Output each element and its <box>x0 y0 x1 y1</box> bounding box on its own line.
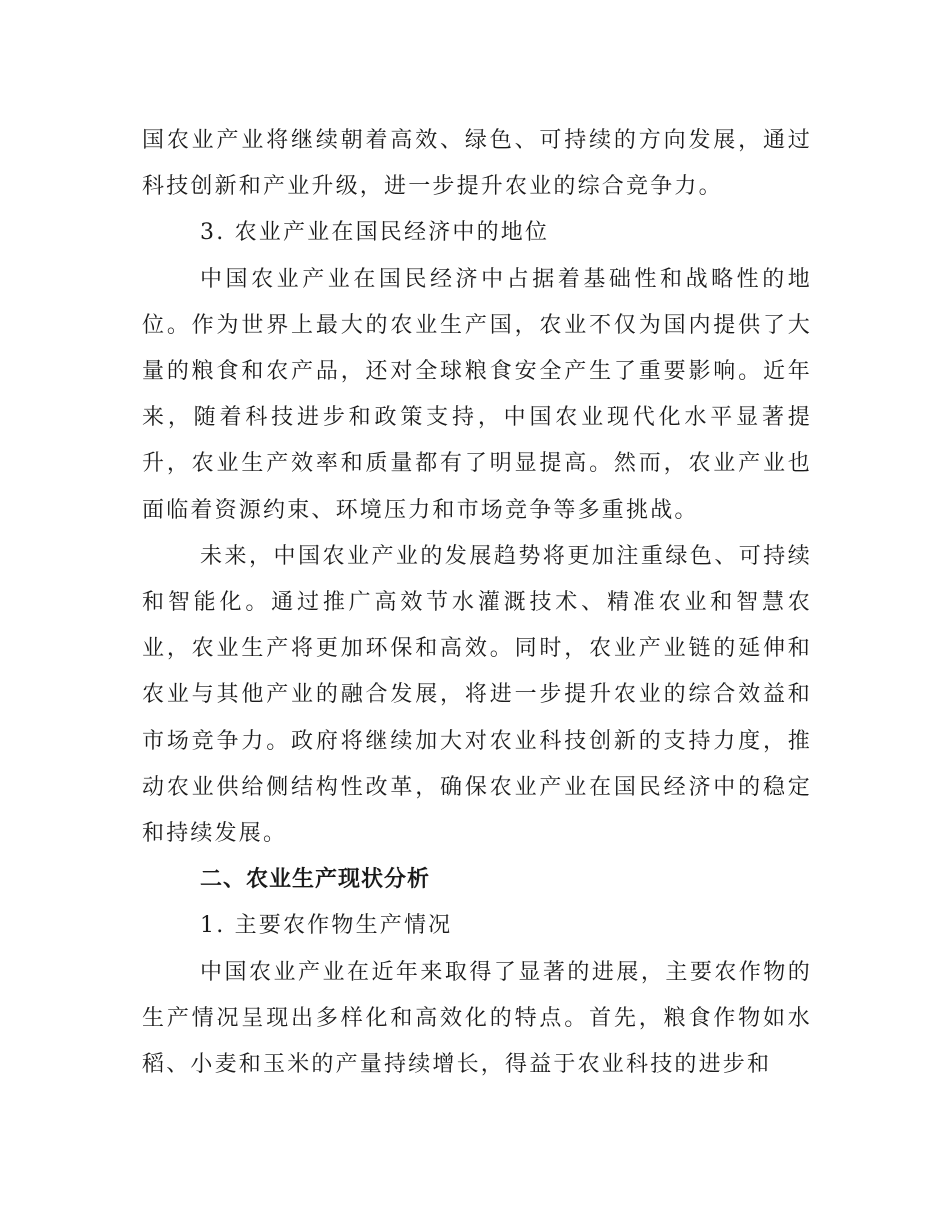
paragraph-future: 未来，中国农业产业的发展趋势将更加注重绿色、可持续和智能化。通过推广高效节水灌溉技术、精准农业和智慧农业，农业生产将更加环保和高效。同时，农业产业链的延伸和农业与其他产业的融合发展，将进一步提升农业的综合效益和市场竞争力。政府将继续加大对农业科技创新的支持力度，推动农业供给侧结构性改革，确保农业产业在国民经济中的稳定和持续发展。 <box>142 543 812 847</box>
paragraph-continuation: 国农业产业将继续朝着高效、绿色、可持续的方向发展，通过科技创新和产业升级，进一步提升农业的综合竞争力。 <box>142 128 812 200</box>
chapter-heading-2: 二、农业生产现状分析 <box>200 867 431 893</box>
paragraph-crops: 中国农业产业在近年来取得了显著的进展，主要农作物的生产情况呈现出多样化和高效化的特点。首先，粮食作物如水稻、小麦和玉米的产量持续增长，得益于农业科技的进步和 <box>142 959 812 1078</box>
section-heading-1: 1. 主要农作物生产情况 <box>200 913 453 939</box>
document-body <box>142 118 812 1088</box>
paragraph-position: 中国农业产业在国民经济中占据着基础性和战略性的地位。作为世界上最大的农业生产国，农业不仅为国内提供了大量的粮食和农产品，还对全球粮食安全产生了重要影响。近年来，随着科技进步和政策支持，中国农业现代化水平显著提升，农业生产效率和质量都有了明显提高。然而，农业产业也面临着资源约束、环境压力和市场竞争等多重挑战。 <box>142 266 812 523</box>
section-heading-3: 3. 农业产业在国民经济中的地位 <box>200 220 550 246</box>
